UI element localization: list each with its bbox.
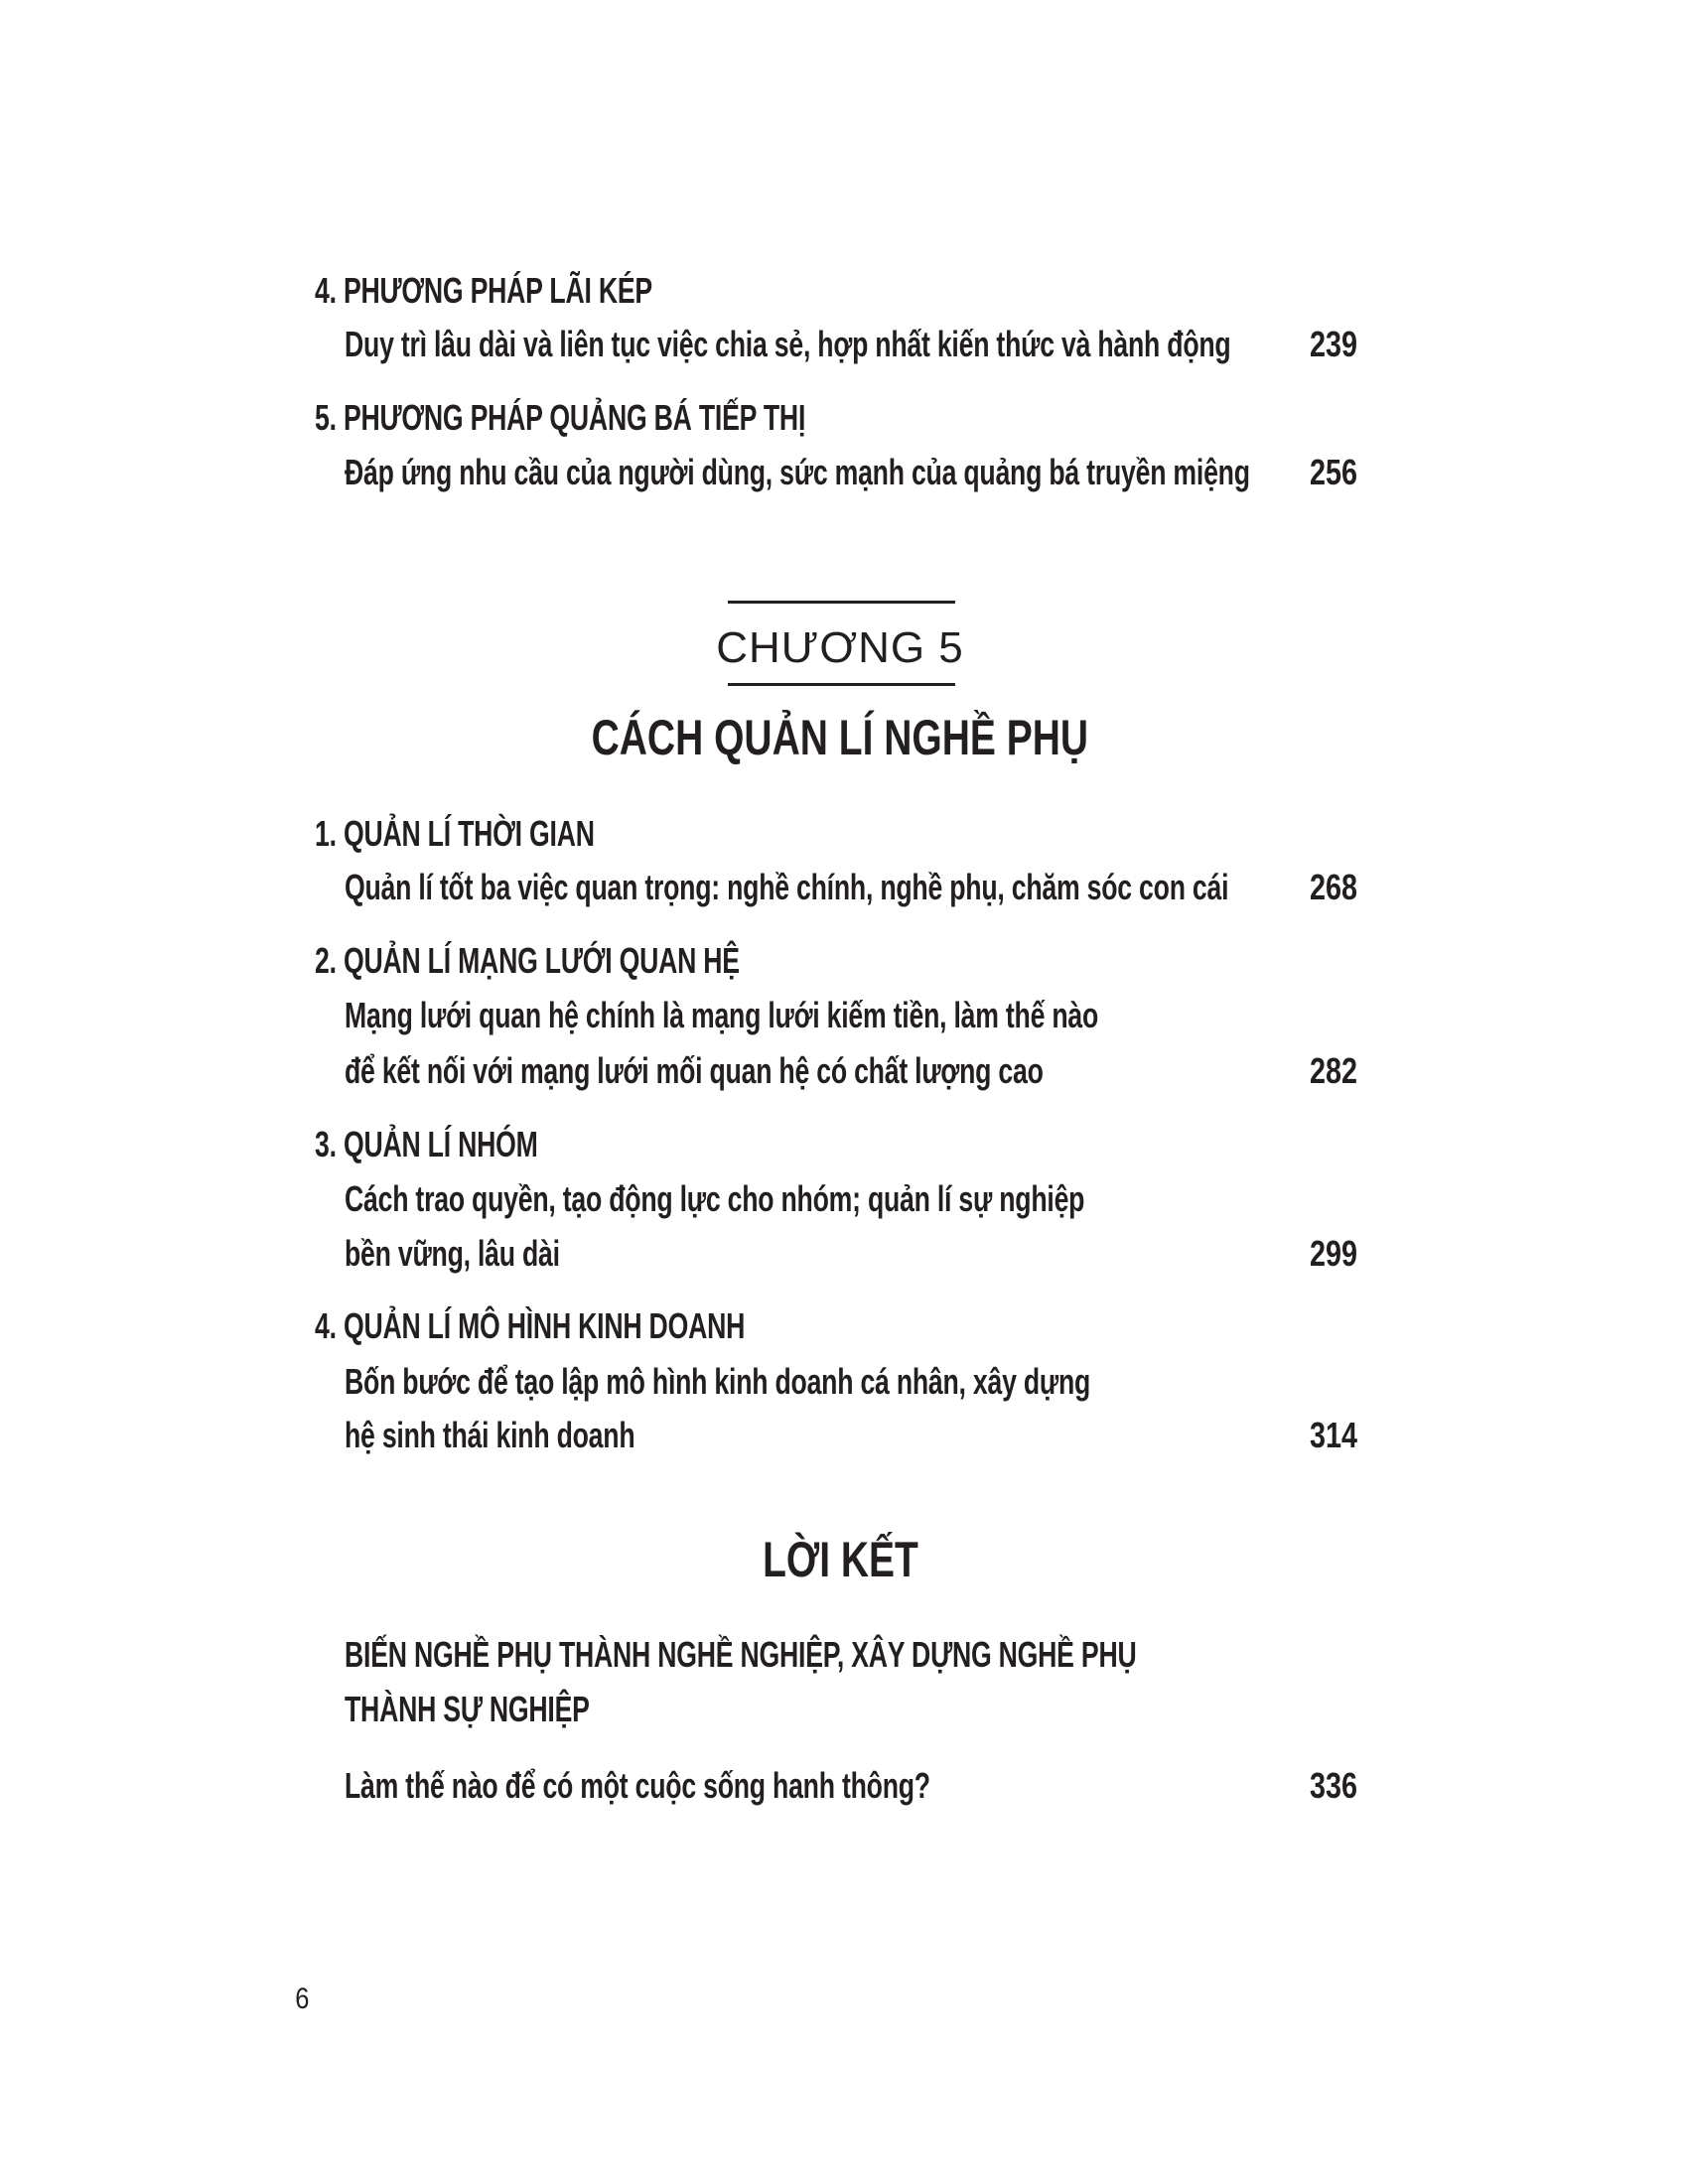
folio-page-number: 6 <box>295 1982 310 2015</box>
page-number: 256 <box>1309 452 1357 492</box>
section-heading: 5. PHƯƠNG PHÁP QUẢNG BÁ TIẾP THỊ <box>315 397 806 438</box>
section-description: Quản lí tốt ba việc quan trọng: nghề chính, nghề phụ, chăm sóc con cái <box>345 867 1229 907</box>
section-description: Làm thế nào để có một cuộc sống hanh thông? <box>345 1765 930 1806</box>
section-description: hệ sinh thái kinh doanh <box>345 1415 635 1455</box>
section-description: để kết nối với mạng lưới mối quan hệ có chất lượng cao <box>345 1050 1044 1091</box>
section-heading: 1. QUẢN LÍ THỜI GIAN <box>315 813 595 854</box>
page-number: 314 <box>1309 1415 1357 1455</box>
page-number: 299 <box>1309 1233 1357 1274</box>
section-heading: 4. QUẢN LÍ MÔ HÌNH KINH DOANH <box>315 1305 746 1346</box>
epilogue-title: LỜI KẾT <box>762 1532 918 1587</box>
section-heading: BIẾN NGHỀ PHỤ THÀNH NGHỀ NGHIỆP, XÂY DỰNG NGHỀ PHỤ <box>345 1634 1137 1675</box>
chapter-rule-bottom <box>728 683 955 686</box>
section-heading: THÀNH SỰ NGHIỆP <box>345 1689 590 1729</box>
page-number: 336 <box>1309 1765 1357 1806</box>
section-heading: 3. QUẢN LÍ NHÓM <box>315 1124 538 1164</box>
section-heading: 4. PHƯƠNG PHÁP LÃI KÉP <box>315 270 652 311</box>
page-number: 239 <box>1309 324 1357 364</box>
section-description: Duy trì lâu dài và liên tục việc chia sẻ, hợp nhất kiến thức và hành động <box>345 324 1231 364</box>
chapter-label: CHƯƠNG 5 <box>716 623 964 672</box>
section-description: Mạng lưới quan hệ chính là mạng lưới kiếm tiền, làm thế nào <box>345 995 1099 1035</box>
page-number: 268 <box>1309 867 1357 907</box>
section-description: Bốn bước để tạo lập mô hình kinh doanh cá nhân, xây dựng <box>345 1361 1091 1402</box>
section-description: Cách trao quyền, tạo động lực cho nhóm; quản lí sự nghiệp <box>345 1178 1085 1219</box>
chapter-rule-top <box>728 601 955 604</box>
section-heading: 2. QUẢN LÍ MẠNG LƯỚI QUAN HỆ <box>315 940 740 981</box>
chapter-title: CÁCH QUẢN LÍ NGHỀ PHỤ <box>591 710 1089 765</box>
section-description: bền vững, lâu dài <box>345 1233 560 1274</box>
section-description: Đáp ứng nhu cầu của người dùng, sức mạnh của quảng bá truyền miệng <box>345 452 1250 492</box>
page-number: 282 <box>1309 1050 1357 1091</box>
